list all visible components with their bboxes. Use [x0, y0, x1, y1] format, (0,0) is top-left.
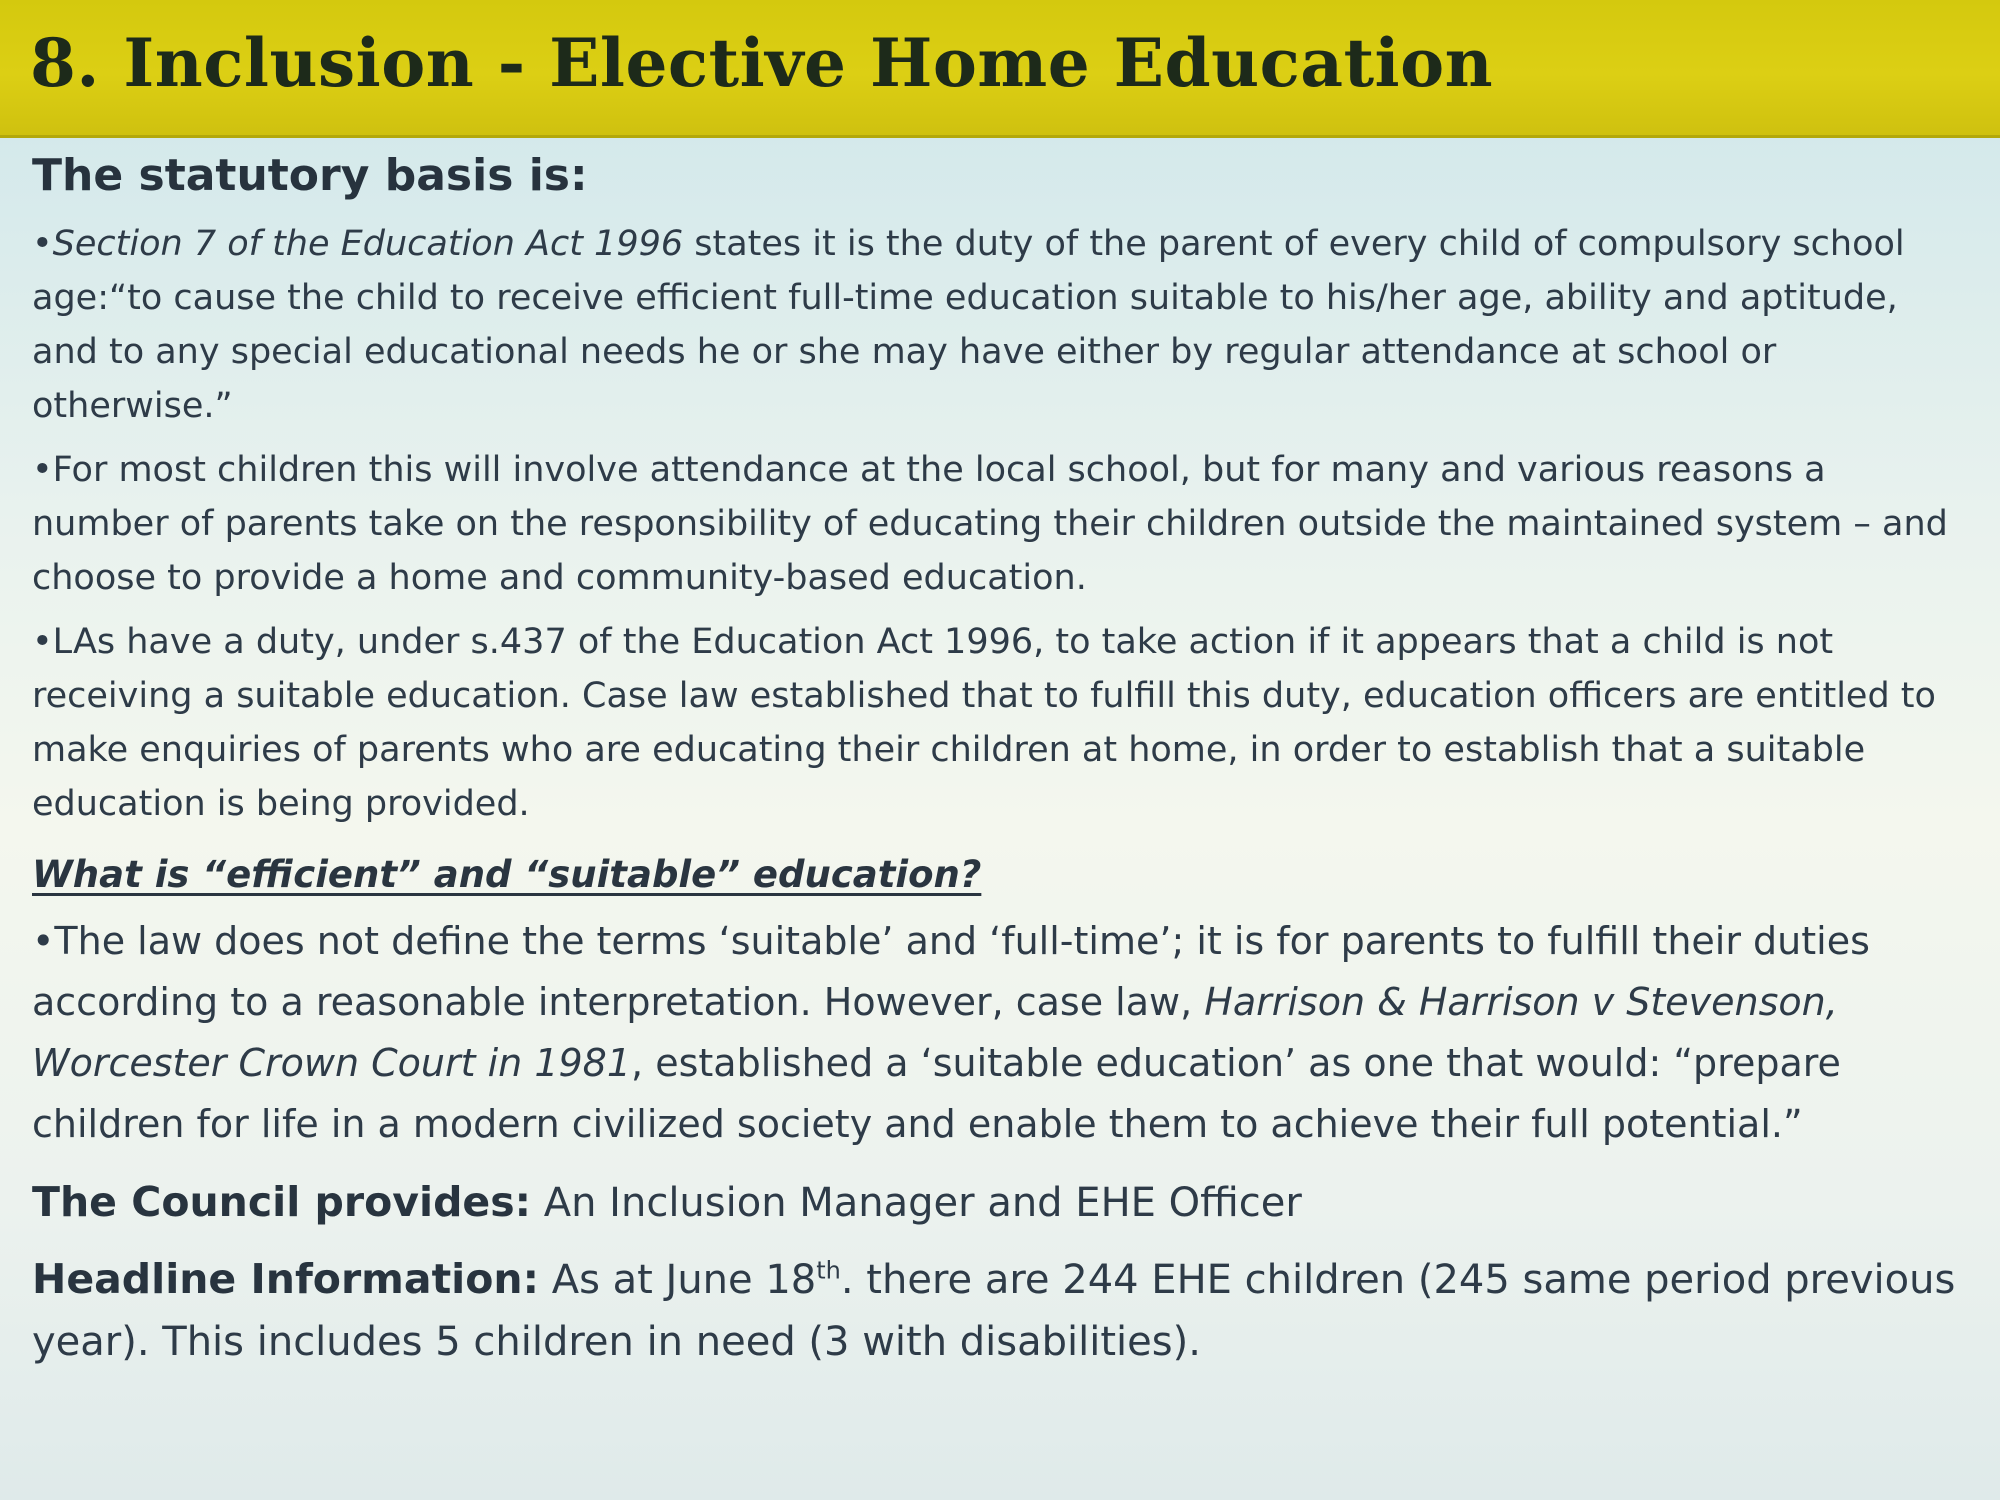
bullet-text-after: , established a ‘suitable education’ as one that would: “prepare children for life in a modern civilized society and enable them to achieve their full potential.” [32, 1041, 1841, 1147]
bullet-la-duty: •LAs have a duty, under s.437 of the Education Act 1996, to take action if it appears that a child is not receiving a suitable education. Case law established that to fulfill this duty, education officers are entitled to make enquiries of parents who are educating their children at home, in order to establish that a suitable education is being provided. [32, 621, 1936, 824]
slide-content [32, 150, 1962, 1387]
council-text: An Inclusion Manager and EHE Officer [531, 1180, 1302, 1227]
council-label: The Council provides: [32, 1178, 532, 1227]
statutory-basis-heading: The statutory basis is: [32, 150, 588, 201]
headline-text-after: . there are 244 EHE children (245 same period previous year). This includes 5 children in need (3 with disabilities). [32, 1257, 1956, 1366]
bullet-text-before: •The law does not define the terms ‘suitable’ and ‘full-time’; it is for parents to fulfill their duties according to a reasonable interpretation. However, case law, [32, 919, 1870, 1025]
headline-text-before: As at June 18 [538, 1257, 817, 1304]
bullet-local-school: •For most children this will involve attendance at the local school, but for many and various reasons a number of parents take on the responsibility of educating their children outside the maintained system – and choose to provide a home and community-based education. [32, 449, 1948, 598]
slide-title: 8. Inclusion - Elective Home Education [30, 24, 1494, 102]
headline-information [32, 1248, 1962, 1373]
title-bar [0, 0, 2000, 138]
case-reference: Harrison & Harrison v Stevenson, Worcester Crown Court in 1981 [32, 980, 1838, 1086]
bullet-law-definition [32, 911, 1962, 1155]
bullet-marker: • [32, 223, 53, 264]
act-reference: Section 7 of the Education Act 1996 [52, 223, 684, 264]
bullet-text: states it is the duty of the parent of every child of compulsory school age:“to cause the child to receive efficient full-time education suitable to his/her age, ability and aptitude, and to any special educational needs he or she may have either by regular attendance at school or otherwise.” [32, 223, 1905, 426]
council-provides [32, 1171, 1962, 1234]
headline-sup: th [816, 1256, 841, 1285]
headline-label: Headline Information: [32, 1255, 539, 1304]
bullet-section-7 [32, 217, 1962, 433]
efficient-suitable-subheading: What is “efficient” and “suitable” education? [32, 852, 982, 896]
